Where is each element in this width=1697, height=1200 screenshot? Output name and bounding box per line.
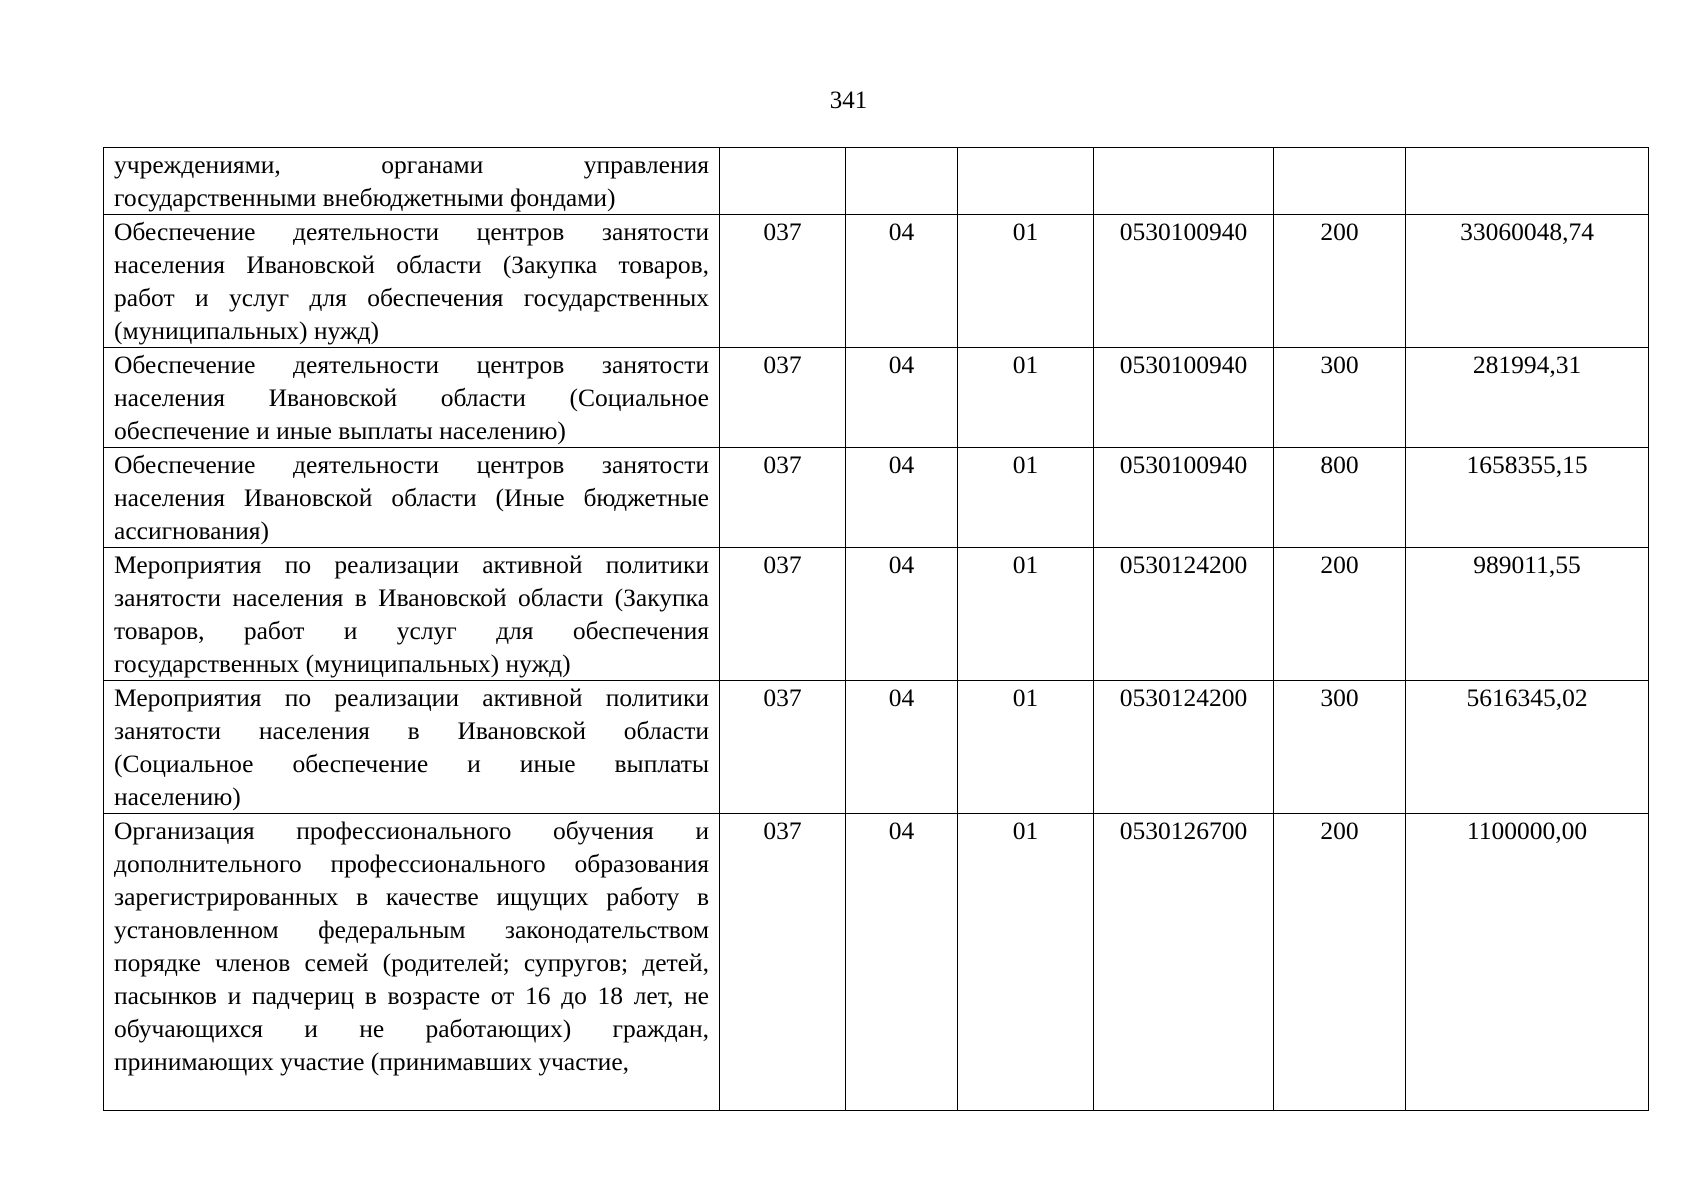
admin-code: 037 [720,814,846,1111]
expense-type-code: 300 [1274,681,1406,814]
subsection-code: 01 [958,215,1094,348]
admin-code: 037 [720,348,846,448]
section-code: 04 [846,548,958,681]
admin-code: 037 [720,448,846,548]
amount: 989011,55 [1406,548,1649,681]
expense-type-code: 200 [1274,215,1406,348]
amount [1406,148,1649,215]
target-code: 0530100940 [1094,215,1274,348]
amount: 5616345,02 [1406,681,1649,814]
section-code: 04 [846,814,958,1111]
expense-type-code: 200 [1274,548,1406,681]
section-code: 04 [846,681,958,814]
subsection-code [958,148,1094,215]
amount: 281994,31 [1406,348,1649,448]
row-description: Обеспечение деятельности центров занятости населения Ивановской области (Иные бюджетные ассигнования) [104,448,720,548]
amount: 1100000,00 [1406,814,1649,1111]
expense-type-code: 300 [1274,348,1406,448]
row-description: Обеспечение деятельности центров занятости населения Ивановской области (Социальное обеспечение и иные выплаты населению) [104,348,720,448]
expense-type-code: 800 [1274,448,1406,548]
admin-code: 037 [720,681,846,814]
expense-type-code [1274,148,1406,215]
admin-code: 037 [720,548,846,681]
table-row [104,681,1649,814]
target-code: 0530126700 [1094,814,1274,1111]
row-description: Мероприятия по реализации активной политики занятости населения в Ивановской области (Социальное обеспечение и иные выплаты населению) [104,681,720,814]
table-row [104,215,1649,348]
subsection-code: 01 [958,681,1094,814]
section-code: 04 [846,448,958,548]
subsection-code: 01 [958,448,1094,548]
admin-code [720,148,846,215]
target-code: 0530100940 [1094,348,1274,448]
table-row [104,548,1649,681]
row-description: Обеспечение деятельности центров занятости населения Ивановской области (Закупка товаров, работ и услуг для обеспечения государственных (муниципальных) нужд) [104,215,720,348]
amount: 33060048,74 [1406,215,1649,348]
admin-code: 037 [720,215,846,348]
row-description: учреждениями, органами управления государственными внебюджетными фондами) [104,148,720,215]
row-description: Организация профессионального обучения и дополнительного профессионального образования зарегистрированных в качестве ищущих работу в установленном федеральным законодательством порядке членов семей (родителей; супругов; детей, пасынков и падчериц в возрасте от 16 до 18 лет, не обучающихся и не работающих) граждан, принимающих участие (принимавших участие, [104,814,720,1111]
expense-type-code: 200 [1274,814,1406,1111]
page-number: 341 [829,87,868,114]
section-code: 04 [846,215,958,348]
subsection-code: 01 [958,348,1094,448]
target-code [1094,148,1274,215]
target-code: 0530124200 [1094,681,1274,814]
table-row [104,148,1649,215]
subsection-code: 01 [958,548,1094,681]
target-code: 0530124200 [1094,548,1274,681]
row-description: Мероприятия по реализации активной политики занятости населения в Ивановской области (Закупка товаров, работ и услуг для обеспечения государственных (муниципальных) нужд) [104,548,720,681]
budget-table [103,147,1649,1111]
subsection-code: 01 [958,814,1094,1111]
section-code: 04 [846,348,958,448]
target-code: 0530100940 [1094,448,1274,548]
amount: 1658355,15 [1406,448,1649,548]
table-row [104,448,1649,548]
table-row [104,348,1649,448]
table-row [104,814,1649,1111]
section-code [846,148,958,215]
